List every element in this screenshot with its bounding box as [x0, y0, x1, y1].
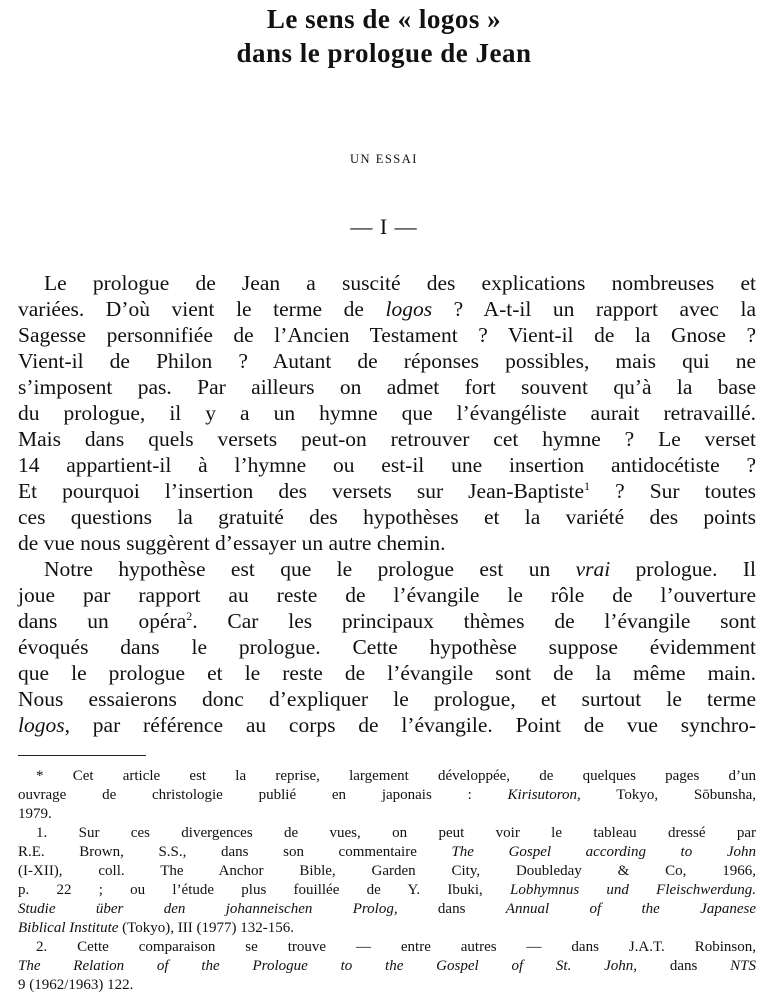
article-title-line-2: dans le prologue de Jean: [236, 38, 532, 68]
footnote-separator: [18, 755, 146, 756]
footnote-line: (I-XII), coll. The Anchor Bible, Garden City, Doubleday & Co, 1966,: [18, 863, 756, 879]
section-heading: — I —: [350, 214, 418, 239]
text-line: évoqués dans le prologue. Cette hypothèse suppose évidemment: [18, 635, 756, 659]
footnote-line: ouvrage de christologie publié en japonais : Kirisutoron, Tokyo, Sōbunsha,: [18, 787, 757, 803]
footnote-line: R.E. Brown, S.S., dans son commentaire The Gospel according to John: [18, 844, 756, 860]
text-line: variées. D’où vient le terme de logos ? A-t-il un rapport avec la: [18, 297, 756, 321]
text-line: du prologue, il y a un hymne que l’évangéliste aurait retravaillé.: [18, 401, 756, 425]
text-line: Sagesse personnifiée de l’Ancien Testament ? Vient-il de la Gnose ?: [18, 323, 756, 347]
text-line: Notre hypothèse est que le prologue est un vrai prologue. Il: [44, 557, 756, 581]
text-line: dans un opéra$^2$. Car les principaux thèmes de l’évangile sont: [18, 608, 757, 633]
footnote-line: 2. Cette comparaison se trouve — entre autres — dans J.A.T. Robinson,: [36, 939, 756, 955]
text-line: de vue nous suggèrent d’essayer un autre chemin.: [18, 531, 446, 555]
footnote-line: 9 (1962/1963) 122.: [18, 977, 134, 993]
text-line: logos, par référence au corps de l’évangile. Point de vue synchro-: [18, 713, 756, 737]
footnote-line: 1. Sur ces divergences de vues, on peut voir le tableau dressé par: [36, 825, 756, 841]
footnote-line: Biblical Institute (Tokyo), III (1977) 132-156.: [18, 920, 294, 936]
footnote-line: The Relation of the Prologue to the Gospel of St. John, dans NTS: [18, 958, 756, 974]
text-line: Nous essaierons donc d’expliquer le prologue, et surtout le terme: [18, 687, 756, 711]
text-line: s’imposent pas. Par ailleurs on admet fort souvent qu’à la base: [18, 375, 756, 399]
text-line: que le prologue et le reste de l’évangile sont de la même main.: [18, 661, 756, 685]
text-line: Mais dans quels versets peut-on retrouver cet hymne ? Le verset: [18, 427, 756, 451]
text-line: Et pourquoi l’insertion des versets sur Jean-Baptiste$^1$ ? Sur toutes: [18, 478, 756, 503]
footnote-line: * Cet article est la reprise, largement développée, de quelques pages d’un: [36, 768, 756, 784]
article-title-line-1: Le sens de « logos »: [266, 4, 502, 34]
text-line: ces questions la gratuité des hypothèses et la variété des points: [18, 505, 756, 529]
text-line: joue par rapport au reste de l’évangile le rôle de l’ouverture: [18, 583, 756, 607]
footnote-line: p. 22 ; ou l’étude plus fouillée de Y. Ibuki, Lobhymnus und Fleischwerdung.: [18, 882, 757, 898]
text-line: 14 appartient-il à l’hymne ou est-il une insertion antidocétiste ?: [18, 453, 756, 477]
text-line: Le prologue de Jean a suscité des explications nombreuses et: [44, 271, 756, 295]
article-subtitle: UN ESSAI: [350, 152, 418, 166]
footnote-line: 1979.: [18, 806, 52, 822]
text-line: Vient-il de Philon ? Autant de réponses possibles, mais qui ne: [18, 349, 756, 373]
footnote-line: Studie über den johanneischen Prolog, dans Annual of the Japanese: [18, 901, 756, 917]
